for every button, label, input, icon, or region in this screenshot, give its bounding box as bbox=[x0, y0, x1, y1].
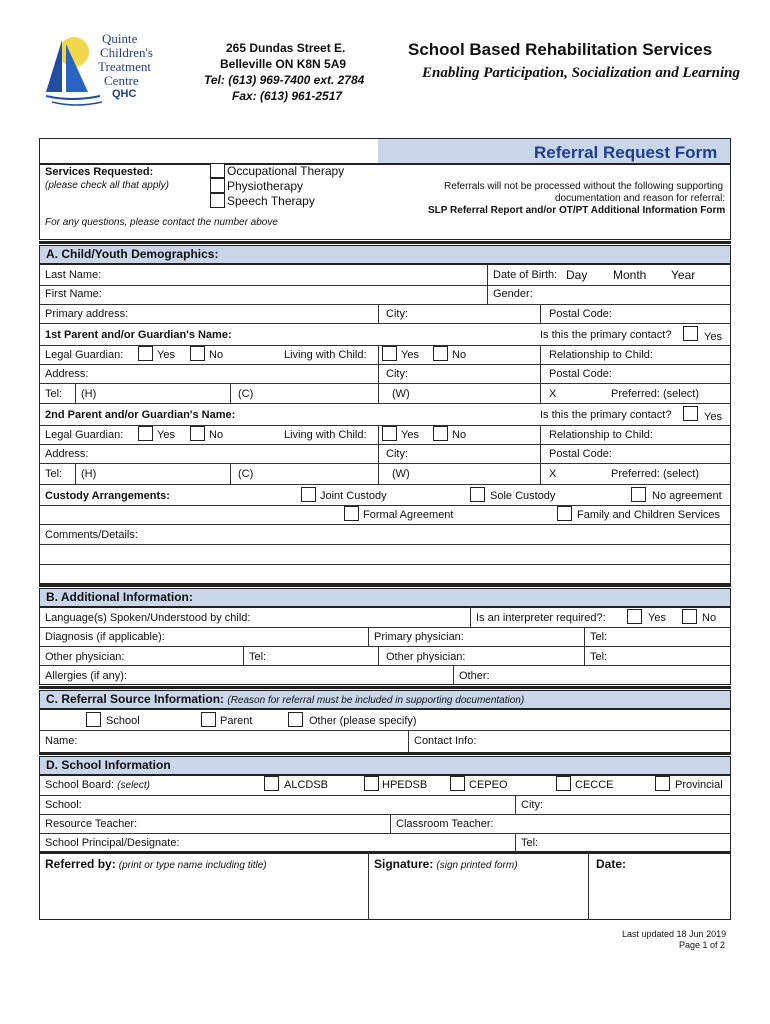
parent2-c: (C) bbox=[238, 468, 254, 480]
resource-teacher-label: Resource Teacher: bbox=[45, 818, 138, 830]
parent1-living-no: No bbox=[452, 349, 467, 361]
parent2-living-yes-checkbox[interactable] bbox=[382, 426, 397, 441]
parent2-primary-yes: Yes bbox=[704, 411, 722, 423]
other-physician-label: Other physician: bbox=[45, 651, 125, 663]
notice-line3: SLP Referral Report and/or OT/PT Additional Information Form bbox=[428, 205, 726, 216]
logo-line1: Quinte bbox=[102, 31, 138, 46]
interpreter-yes: Yes bbox=[648, 612, 666, 624]
school-city-label: City: bbox=[521, 799, 543, 811]
parent1-primary-checkbox[interactable] bbox=[683, 326, 698, 341]
page-number: Page 1 of 2 bbox=[679, 940, 726, 950]
parent1-w: (W) bbox=[392, 388, 410, 400]
parent2-label bbox=[45, 409, 235, 422]
section-a-body bbox=[39, 264, 731, 584]
section-b-title: B. Additional Information: bbox=[39, 588, 731, 607]
joint-custody: Joint Custody bbox=[320, 490, 387, 502]
parent1-postal: Postal Code: bbox=[549, 368, 612, 380]
custody-label: Custody Arrangements: bbox=[45, 490, 170, 502]
notice-line2: documentation and reason for referral: bbox=[555, 193, 726, 204]
parent2-primary-contact: Is this the primary contact? bbox=[540, 409, 672, 421]
source-parent: Parent bbox=[220, 715, 253, 727]
parent2-living-label: Living with Child: bbox=[284, 429, 367, 441]
parent1-h: (H) bbox=[81, 388, 97, 400]
source-parent-checkbox[interactable] bbox=[201, 712, 216, 727]
parent2-tel: Tel: bbox=[45, 468, 63, 480]
diagnosis-label: Diagnosis (if applicable): bbox=[45, 631, 165, 643]
parent1-legal-no-checkbox[interactable] bbox=[190, 346, 205, 361]
formal-agreement-checkbox[interactable] bbox=[344, 506, 359, 521]
dob-day[interactable]: Day bbox=[566, 268, 588, 282]
parent1-primary-yes: Yes bbox=[704, 331, 722, 343]
source-school: School bbox=[106, 715, 140, 727]
primary-physician-tel: Tel: bbox=[590, 631, 608, 643]
gender-label: Gender: bbox=[493, 288, 533, 300]
school-board-label bbox=[45, 779, 150, 792]
dob-month[interactable]: Month bbox=[613, 268, 647, 282]
last-updated: Last updated 18 Jun 2019 bbox=[622, 929, 727, 939]
parent1-primary-contact: Is this the primary contact? bbox=[540, 329, 672, 341]
services-label: Services Requested: bbox=[45, 166, 154, 178]
parent2-legal-label: Legal Guardian: bbox=[45, 429, 124, 441]
parent1-text: 1st Parent and/or Guardian's Name: bbox=[45, 329, 232, 341]
service-physiotherapy: Physiotherapy bbox=[227, 179, 304, 193]
parent2-living-yes: Yes bbox=[401, 429, 419, 441]
parent2-postal: Postal Code: bbox=[549, 448, 612, 460]
parent2-relationship: Relationship to Child: bbox=[549, 429, 653, 441]
parent1-address: Address: bbox=[45, 368, 89, 380]
address-street: 265 Dundas Street E. bbox=[226, 41, 346, 55]
section-c-bar bbox=[39, 686, 731, 689]
parent1-legal-yes-checkbox[interactable] bbox=[138, 346, 153, 361]
board-hpedsb-checkbox[interactable] bbox=[364, 776, 379, 791]
service-occupational: Occupational Therapy bbox=[227, 164, 345, 178]
notice-line1: Referrals will not be processed without the following supporting bbox=[444, 181, 724, 192]
source-school-checkbox[interactable] bbox=[86, 712, 101, 727]
parent2-legal-yes-checkbox[interactable] bbox=[138, 426, 153, 441]
board-cepeo-checkbox[interactable] bbox=[450, 776, 465, 791]
checkbox-physiotherapy[interactable] bbox=[210, 178, 225, 193]
checkbox-speech-therapy[interactable] bbox=[210, 193, 225, 208]
parent2-legal-no-checkbox[interactable] bbox=[190, 426, 205, 441]
board-provincial: Provincial bbox=[675, 779, 723, 791]
parent1-tel: Tel: bbox=[45, 388, 63, 400]
section-c-title: C. Referral Source Information: bbox=[46, 692, 225, 706]
board-cecce: CECCE bbox=[575, 779, 614, 791]
primary-postal-label: Postal Code: bbox=[549, 308, 612, 320]
board-hpedsb: HPEDSB bbox=[382, 779, 428, 791]
primary-address-label: Primary address: bbox=[45, 308, 129, 320]
section-c-header bbox=[39, 690, 731, 709]
sole-custody: Sole Custody bbox=[490, 490, 556, 502]
header-tagline: Enabling Participation, Socialization and Learning bbox=[422, 65, 740, 81]
signature-label: Signature: bbox=[374, 857, 434, 871]
section-c-note: (Reason for referral must be included in supporting documentation) bbox=[227, 695, 525, 706]
source-other: Other (please specify) bbox=[309, 715, 417, 727]
interpreter-no: No bbox=[702, 612, 717, 624]
parent2-living-no: No bbox=[452, 429, 467, 441]
dob-label: Date of Birth: bbox=[493, 269, 558, 281]
address-tel: Tel: (613) 969-7400 ext. 2784 bbox=[204, 73, 365, 87]
parent1-living-yes: Yes bbox=[401, 349, 419, 361]
dob-year[interactable]: Year bbox=[671, 268, 696, 282]
parent2-preferred-select[interactable]: Preferred: (select) bbox=[611, 468, 700, 480]
referred-by bbox=[45, 858, 267, 872]
comments-label: Comments/Details: bbox=[45, 529, 138, 541]
board-provincial-checkbox[interactable] bbox=[655, 776, 670, 791]
interpreter-no-checkbox[interactable] bbox=[682, 609, 697, 624]
logo-line2: Children's bbox=[100, 45, 153, 60]
principal-tel-label: Tel: bbox=[521, 837, 539, 849]
parent2-text: 2nd Parent and/or Guardian's Name: bbox=[45, 409, 236, 421]
address-fax: Fax: (613) 961-2517 bbox=[232, 89, 343, 103]
services-contact-note: For any questions, please contact the number above bbox=[45, 217, 278, 228]
parent1-living-yes-checkbox[interactable] bbox=[382, 346, 397, 361]
checkbox-occupational-therapy[interactable] bbox=[210, 163, 225, 178]
parent1-c: (C) bbox=[238, 388, 254, 400]
sole-custody-checkbox[interactable] bbox=[470, 487, 485, 502]
header-title: School Based Rehabilitation Services bbox=[408, 40, 713, 59]
referred-by-hint: (print or type name including title) bbox=[118, 860, 267, 871]
logo bbox=[42, 30, 172, 115]
board-alcdsb-checkbox[interactable] bbox=[264, 776, 279, 791]
parent2-city: City: bbox=[386, 448, 408, 460]
parent1-living-no-checkbox[interactable] bbox=[433, 346, 448, 361]
date-label: Date: bbox=[596, 857, 627, 871]
allergies-label: Allergies (if any): bbox=[45, 670, 127, 682]
board-cecce-checkbox[interactable] bbox=[556, 776, 571, 791]
no-agreement: No agreement bbox=[652, 490, 722, 502]
parent1-x: X bbox=[549, 388, 557, 400]
parent2-h: (H) bbox=[81, 468, 97, 480]
other-physician-tel1: Tel: bbox=[249, 651, 267, 663]
section-d-title: D. School Information bbox=[39, 756, 731, 775]
address-city: Belleville ON K8N 5A9 bbox=[220, 57, 347, 71]
parent1-relationship: Relationship to Child: bbox=[549, 349, 653, 361]
parent2-legal-no: No bbox=[209, 429, 224, 441]
parent2-living-no-checkbox[interactable] bbox=[433, 426, 448, 441]
parent1-legal-yes: Yes bbox=[157, 349, 175, 361]
parent1-preferred-select[interactable]: Preferred: (select) bbox=[611, 388, 700, 400]
parent2-x: X bbox=[549, 468, 557, 480]
parent2-address: Address: bbox=[45, 448, 89, 460]
first-name-label: First Name: bbox=[45, 288, 102, 300]
services-hint: (please check all that apply) bbox=[45, 180, 169, 191]
classroom-teacher-label: Classroom Teacher: bbox=[396, 818, 494, 830]
parent1-legal-no: No bbox=[209, 349, 224, 361]
source-contact-label: Contact Info: bbox=[414, 735, 477, 747]
parent1-legal-label: Legal Guardian: bbox=[45, 349, 124, 361]
school-board-text: School Board: bbox=[45, 779, 115, 791]
family-services-checkbox[interactable] bbox=[557, 506, 572, 521]
family-services: Family and Children Services bbox=[577, 509, 721, 521]
logo-line4: Centre bbox=[104, 73, 139, 88]
school-label: School: bbox=[45, 799, 82, 811]
language-label: Language(s) Spoken/Understood by child: bbox=[45, 612, 251, 624]
parent2-primary-checkbox[interactable] bbox=[683, 406, 698, 421]
principal-label: School Principal/Designate: bbox=[45, 837, 180, 849]
section-d-bar bbox=[39, 752, 731, 755]
formal-agreement: Formal Agreement bbox=[363, 509, 454, 521]
parent2-legal-yes: Yes bbox=[157, 429, 175, 441]
source-name-label: Name: bbox=[45, 735, 78, 747]
other-physician-tel2: Tel: bbox=[590, 651, 608, 663]
logo-abbr: QHC bbox=[112, 88, 137, 100]
parent1-city: City: bbox=[386, 368, 408, 380]
school-board-hint[interactable]: (select) bbox=[117, 780, 150, 791]
parent1-living-label: Living with Child: bbox=[284, 349, 367, 361]
service-speech: Speech Therapy bbox=[227, 194, 315, 208]
parent1-label bbox=[45, 329, 232, 342]
section-a-title: A. Child/Youth Demographics: bbox=[39, 245, 731, 264]
form-title: Referral Request Form bbox=[534, 143, 718, 162]
source-other-checkbox[interactable] bbox=[288, 712, 303, 727]
last-name-label: Last Name: bbox=[45, 269, 102, 281]
logo-line3: Treatment bbox=[98, 59, 151, 74]
signature-hint: (sign printed form) bbox=[436, 860, 518, 871]
board-alcdsb: ALCDSB bbox=[284, 779, 329, 791]
interpreter-label: Is an interpreter required?: bbox=[476, 612, 606, 624]
other-label: Other: bbox=[459, 670, 490, 682]
no-agreement-checkbox[interactable] bbox=[631, 487, 646, 502]
primary-city-label: City: bbox=[386, 308, 408, 320]
other-physician-label2: Other physician: bbox=[386, 651, 466, 663]
referred-by-label: Referred by: bbox=[45, 857, 116, 871]
signature bbox=[374, 858, 518, 872]
section-a-bar bbox=[39, 241, 731, 244]
parent2-w: (W) bbox=[392, 468, 410, 480]
joint-custody-checkbox[interactable] bbox=[301, 487, 316, 502]
board-cepeo: CEPEO bbox=[469, 779, 508, 791]
section-b-bar bbox=[39, 584, 731, 587]
primary-physician-label: Primary physician: bbox=[374, 631, 464, 643]
interpreter-yes-checkbox[interactable] bbox=[627, 609, 642, 624]
